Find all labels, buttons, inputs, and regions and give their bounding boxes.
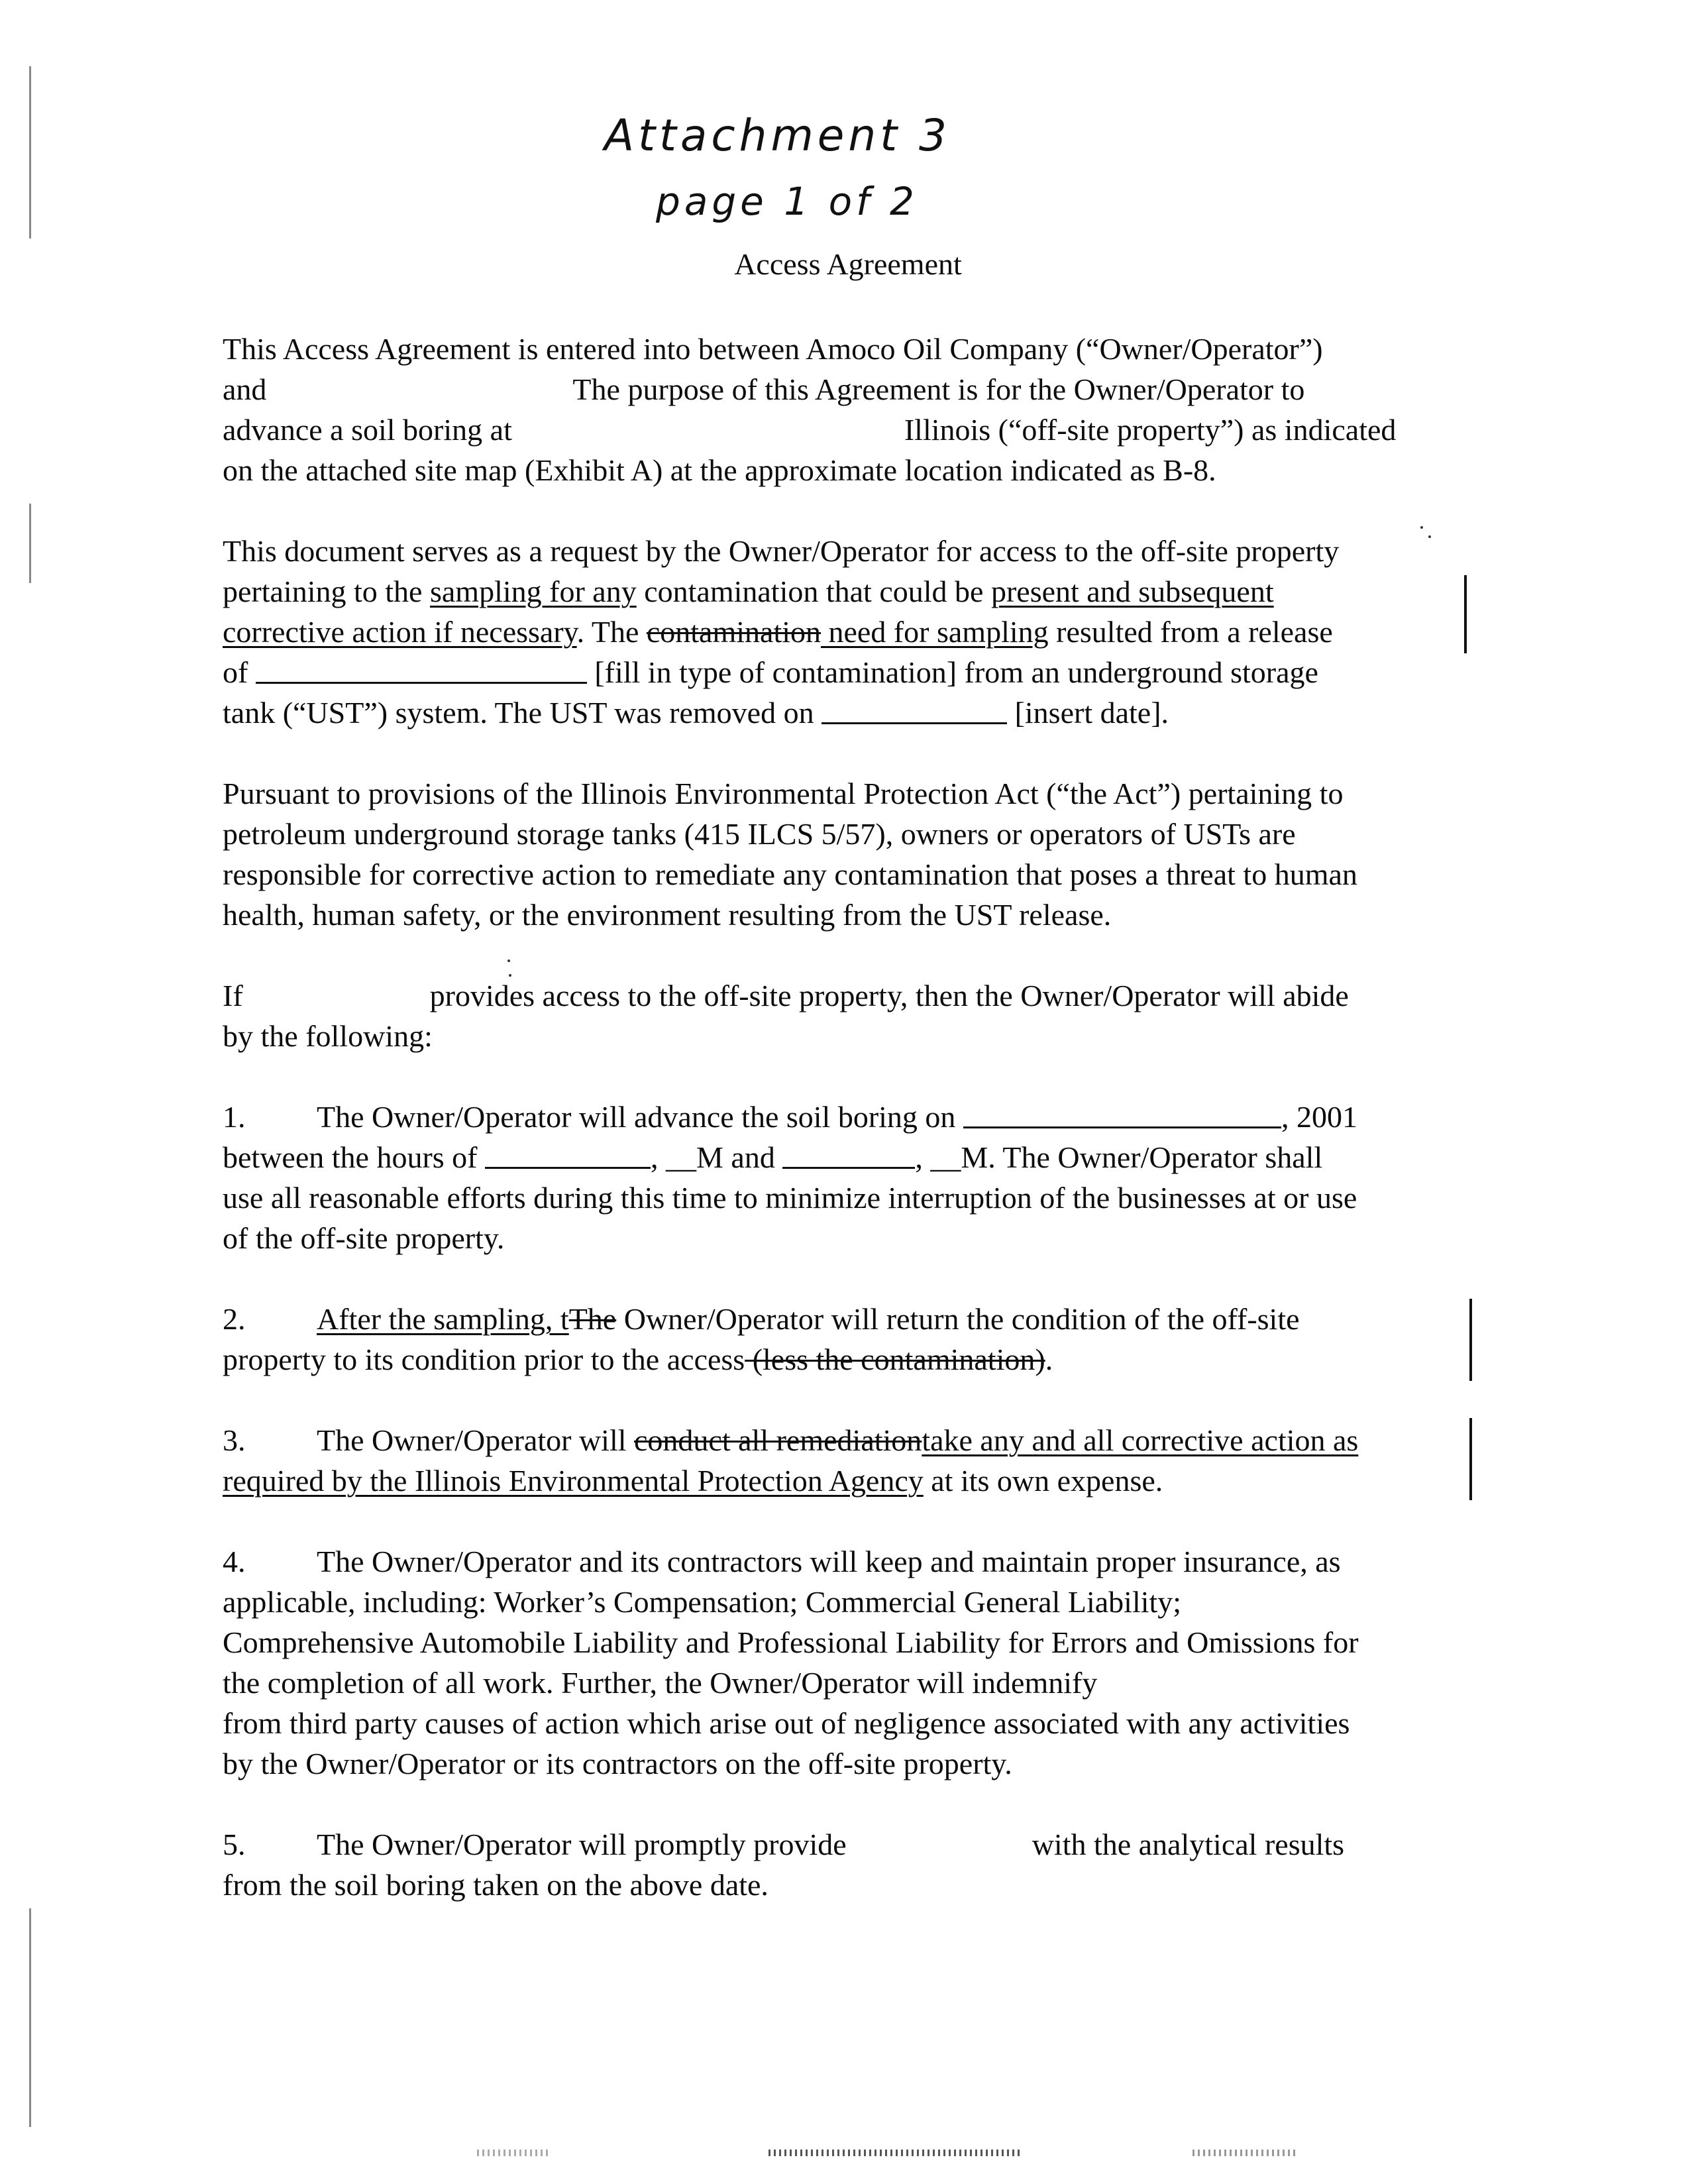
boring-date-blank[interactable] — [963, 1099, 1281, 1128]
item-5-line-1a: The Owner/Operator will promptly provide — [317, 1828, 847, 1861]
item-4-line-5: from third party causes of action which arise out of negligence associated with any activities — [223, 1706, 1350, 1740]
intro-line-4: on the attached site map (Exhibit A) at the approximate location indicated as B-8. — [223, 453, 1216, 487]
item-4-line-1: The Owner/Operator and its contractors will keep and maintain proper insurance, as — [317, 1545, 1341, 1578]
statute-line-1: Pursuant to provisions of the Illinois Environmental Protection Act (“the Act”) pertaining to — [223, 777, 1344, 810]
item-5-line-1b: with the analytical results — [1032, 1828, 1345, 1861]
item-4-line-3: Comprehensive Automobile Liability and Professional Liability for Errors and Omissions for — [223, 1625, 1359, 1659]
statute-paragraph — [223, 773, 1521, 935]
contamination-type-blank[interactable] — [256, 654, 587, 684]
item-1-line-2a: between the hours of — [223, 1140, 478, 1174]
inserted-text: corrective action if necessary — [223, 615, 577, 649]
request-line-5a: tank (“UST”) system. The UST was removed on — [223, 696, 814, 730]
item-1-line-1a: The Owner/Operator will advance the soil boring on — [317, 1100, 956, 1134]
intro-line-2a: and — [223, 372, 267, 406]
inserted-text: present and subsequent — [990, 574, 1274, 608]
item-1-line-1b: , 2001 — [1281, 1100, 1357, 1134]
item-number: 4. — [223, 1545, 246, 1578]
start-hour-blank[interactable] — [485, 1139, 651, 1169]
handwritten-page-note: page 1 of 2 — [656, 179, 918, 224]
conditions-line-1a: If — [223, 979, 243, 1012]
item-number: 3. — [223, 1423, 246, 1457]
statute-line-4: health, human safety, or the environment resulting from the UST release. — [223, 898, 1112, 932]
intro-paragraph — [223, 329, 1521, 490]
item-4-line-4: the completion of all work. Further, the Owner/Operator will indemnify — [223, 1666, 1098, 1700]
deleted-text: conduct all remediation — [634, 1423, 922, 1457]
request-line-4a: of — [223, 655, 248, 689]
request-line-5b: [insert date]. — [1014, 696, 1169, 730]
inserted-text: required by the Illinois Environmental Protection Agency — [223, 1464, 924, 1498]
item-4-line-2: applicable, including: Worker’s Compensation; Commercial General Liability; — [223, 1585, 1182, 1619]
document-title: Access Agreement — [734, 247, 962, 281]
item-4-line-6: by the Owner/Operator or its contractors on the off-site property. — [223, 1747, 1012, 1780]
item-1-line-4: of the off-site property. — [223, 1221, 505, 1255]
request-line-4b: [fill in type of contamination] from an underground storage — [594, 655, 1318, 689]
intro-line-3b: Illinois (“off-site property”) as indicated — [904, 413, 1397, 447]
conditions-line-2: by the following: — [223, 1019, 433, 1053]
end-hour-blank[interactable] — [782, 1139, 915, 1169]
item-3-line-1a: The Owner/Operator will — [317, 1423, 635, 1457]
statute-line-3: responsible for corrective action to remediate any contamination that poses a threat to human — [223, 857, 1357, 891]
item-3-line-2b: at its own expense. — [923, 1464, 1163, 1498]
inserted-text: take any and all corrective action as — [922, 1423, 1359, 1457]
scan-edge-mark — [29, 504, 31, 583]
item-2-line-1c: Owner/Operator will return the condition of the off-site — [616, 1302, 1300, 1336]
item-number: 5. — [223, 1828, 246, 1861]
deleted-text: contamination — [646, 615, 822, 649]
scan-edge-mark — [29, 1908, 31, 2127]
conditions-paragraph — [223, 975, 1521, 1056]
request-paragraph — [223, 531, 1521, 733]
intro-line-2b: The purpose of this Agreement is for the Owner/Operator to — [572, 372, 1305, 406]
item-4 — [223, 1541, 1521, 1784]
inserted-text: need for sampling — [821, 615, 1049, 649]
request-line-3e: resulted from a release — [1048, 615, 1333, 649]
intro-line-1: This Access Agreement is entered into between Amoco Oil Company (“Owner/Operator”) — [223, 332, 1323, 366]
item-number: 2. — [223, 1302, 246, 1336]
inserted-text: sampling for any — [429, 574, 637, 608]
scan-noise — [477, 2150, 550, 2156]
scan-edge-mark — [29, 66, 31, 239]
item-1-line-2b: , __M and — [651, 1140, 775, 1174]
item-1-line-2c: , __M. The Owner/Operator shall — [915, 1140, 1323, 1174]
agreement-body — [223, 329, 1521, 1945]
handwritten-attachment-note: Attachment 3 — [604, 110, 951, 161]
item-5 — [223, 1824, 1521, 1905]
statute-line-2: petroleum underground storage tanks (415 ILCS 5/57), owners or operators of USTs are — [223, 817, 1296, 851]
item-2 — [223, 1299, 1521, 1380]
item-2-line-2c: . — [1045, 1342, 1053, 1376]
scan-noise — [1192, 2150, 1298, 2156]
scan-noise — [768, 2150, 1020, 2156]
inserted-text: After the sampling, t — [317, 1302, 569, 1336]
removal-date-blank[interactable] — [822, 694, 1007, 724]
item-number: 1. — [223, 1100, 246, 1134]
request-line-2c: contamination that could be — [636, 574, 991, 608]
item-1 — [223, 1097, 1521, 1258]
deleted-text: (less the contamination) — [745, 1342, 1045, 1376]
request-line-1: This document serves as a request by the Owner/Operator for access to the off-site property — [223, 534, 1340, 568]
item-3 — [223, 1420, 1521, 1501]
intro-line-3a: advance a soil boring at — [223, 413, 512, 447]
request-line-3b: . The — [576, 615, 647, 649]
request-line-2a: pertaining to the — [223, 574, 430, 608]
item-1-line-3: use all reasonable efforts during this time to minimize interruption of the businesses at or use — [223, 1181, 1357, 1215]
item-5-line-2: from the soil boring taken on the above date. — [223, 1868, 768, 1902]
item-2-line-2a: property to its condition prior to the access — [223, 1342, 745, 1376]
deleted-text: The — [568, 1302, 617, 1336]
conditions-line-1b: provides access to the off-site property, then the Owner/Operator will abide — [429, 979, 1349, 1012]
